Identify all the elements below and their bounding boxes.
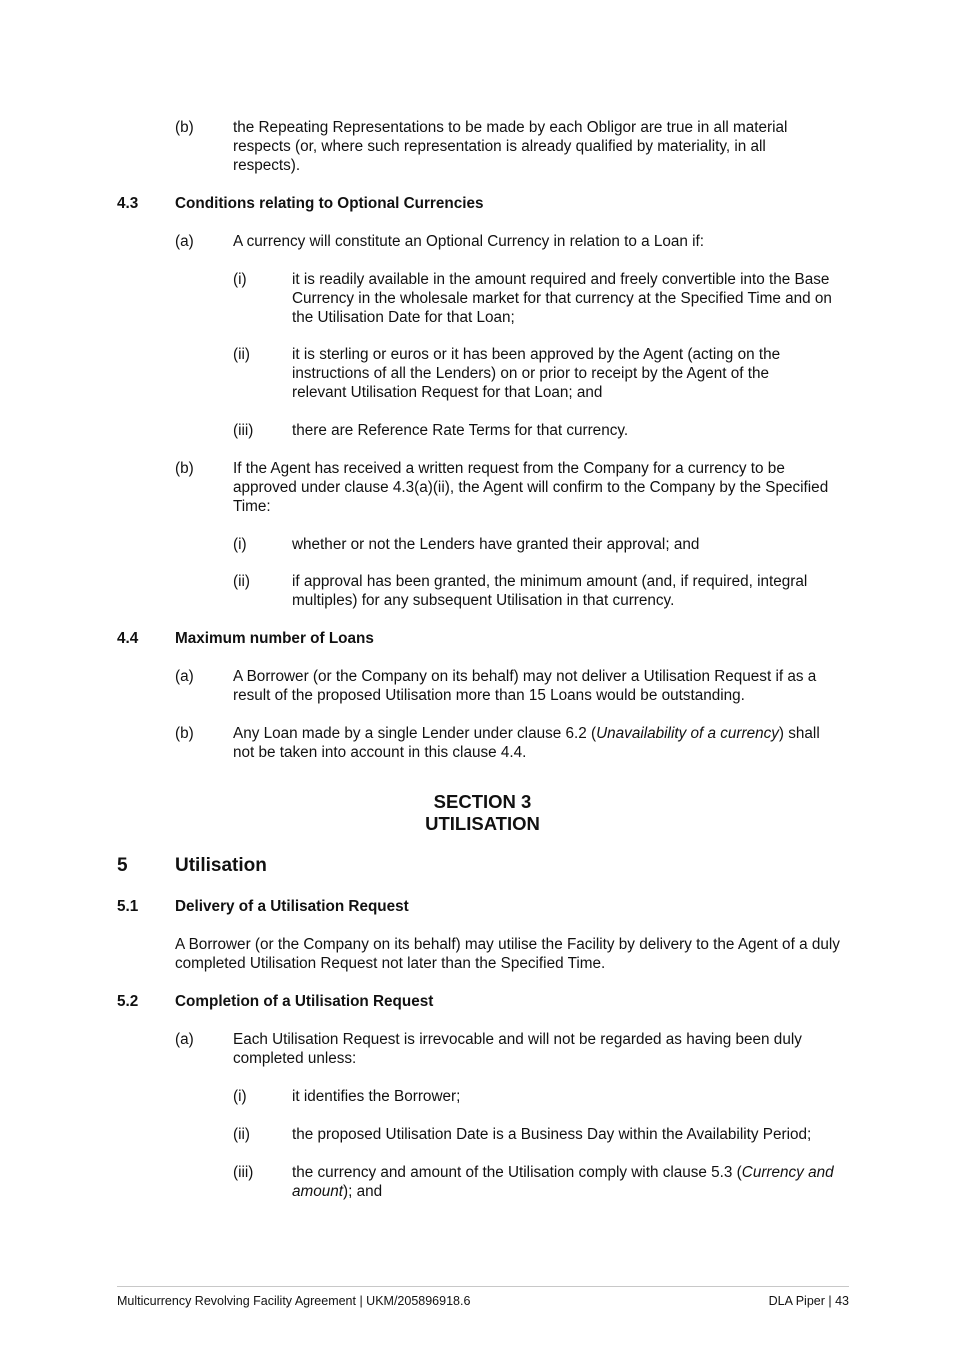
clause-number: 5.2 (117, 993, 139, 1010)
clause-number: 4.3 (117, 195, 139, 212)
clause-heading: Delivery of a Utilisation Request (175, 898, 409, 915)
text-run: the currency and amount of the Utilisation comply with clause 5.3 ( (292, 1164, 742, 1181)
clause-number: 4.4 (117, 630, 139, 647)
text-run: ) shall not be taken into account in this clause 4.4. (233, 725, 820, 761)
paragraph-text: it identifies the Borrower; (292, 1088, 461, 1105)
clause-heading: Maximum number of Loans (175, 630, 374, 647)
section-title: UTILISATION (425, 813, 540, 834)
clause-number: 5.1 (117, 898, 139, 915)
paragraph-text: the Repeating Representations to be made by each Obligor are true in all material respects (or, where such representation is already qualified by materiality, in all respects). (233, 119, 788, 174)
cross-reference-title: Currency and amount (292, 1164, 834, 1200)
list-label: (b) (175, 119, 194, 136)
footer-document-title: Multicurrency Revolving Facility Agreement | UKM/205896918.6 (117, 1294, 471, 1308)
footer-page-number: DLA Piper | 43 (768, 1294, 849, 1308)
paragraph-text: it is sterling or euros or it has been approved by the Agent (acting on the instructions of all the Lenders) on or prior to receipt by the Agent of the relevant Utilisation Request for that Loan; and (292, 346, 781, 401)
list-label: (ii) (233, 1126, 250, 1143)
paragraph-text: whether or not the Lenders have granted their approval; and (292, 536, 700, 553)
paragraph-text: the proposed Utilisation Date is a Business Day within the Availability Period; (292, 1126, 812, 1143)
paragraph-text: If the Agent has received a written request from the Company for a currency to be approved under clause 4.3(a)(ii), the Agent will confirm to the Company by the Specified Time: (233, 460, 829, 515)
list-label: (ii) (233, 573, 250, 590)
list-label: (b) (175, 460, 194, 477)
footer-divider (117, 1286, 849, 1287)
paragraph-text: Each Utilisation Request is irrevocable and will not be regarded as having been duly completed unless: (233, 1031, 802, 1067)
clause-heading: Conditions relating to Optional Currencies (175, 195, 484, 212)
list-label: (iii) (233, 1164, 254, 1181)
paragraph-text (292, 1163, 847, 1201)
paragraph-text: if approval has been granted, the minimum amount (and, if required, integral multiples) for any subsequent Utilisation in that currency. (292, 573, 808, 609)
list-label: (iii) (233, 422, 254, 439)
paragraph-text: A Borrower (or the Company on its behalf) may not deliver a Utilisation Request if as a result of the proposed Utilisation more than 15 Loans would be outstanding. (233, 668, 817, 704)
section-number: SECTION 3 (433, 791, 532, 812)
list-label: (b) (175, 725, 194, 742)
list-label: (i) (233, 271, 247, 288)
text-run: ); and (343, 1183, 383, 1200)
paragraph-text (233, 724, 833, 762)
cross-reference-title: Unavailability of a currency (596, 725, 779, 742)
paragraph-text: there are Reference Rate Terms for that currency. (292, 422, 629, 439)
clause-title: Utilisation (175, 855, 267, 876)
paragraph-text: it is readily available in the amount required and freely convertible into the Base Currency in the wholesale market for that currency at the Specified Time and on the Utilisation Date for that Loan; (292, 271, 832, 326)
list-label: (ii) (233, 346, 250, 363)
text-run: Any Loan made by a single Lender under clause 6.2 ( (233, 725, 597, 742)
list-label: (a) (175, 233, 194, 250)
list-label: (a) (175, 668, 194, 685)
clause-number: 5 (117, 855, 128, 876)
paragraph-text: A currency will constitute an Optional Currency in relation to a Loan if: (233, 233, 705, 250)
list-label: (a) (175, 1031, 194, 1048)
paragraph-text: A Borrower (or the Company on its behalf) may utilise the Facility by delivery to the Agent of a duly completed Utilisation Request not later than the Specified Time. (175, 936, 840, 972)
list-label: (i) (233, 1088, 247, 1105)
list-label: (i) (233, 536, 247, 553)
clause-heading: Completion of a Utilisation Request (175, 993, 434, 1010)
